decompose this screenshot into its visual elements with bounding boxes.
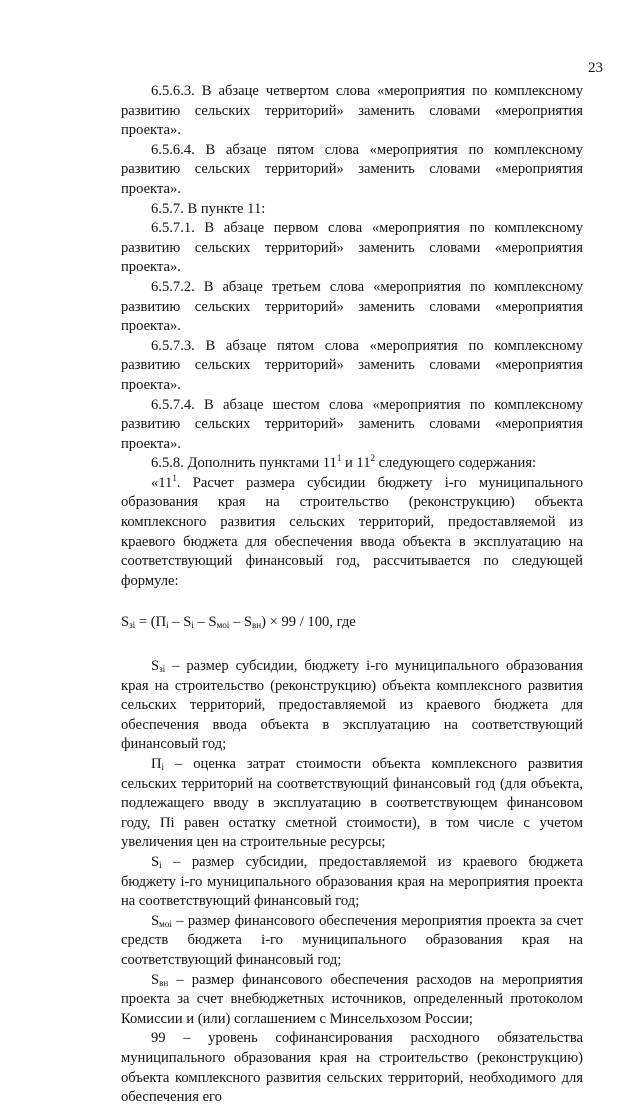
definition-99: 99 – уровень софинансирования расходного обязательства муниципального образования края на строительство (реконструкцию) объекта комплексного развития сельских территорий, необходимого для обеспечения его: [121, 1030, 583, 1106]
definition-s-moi: $S_{мoi}$ – размер финансового обеспечения мероприятия проекта за счет средств бюджета i-го муниципального образования края на соответствующий финансовый год;: [121, 912, 583, 968]
paragraph-6-5-7-3: 6.5.7.3. В абзаце пятом слова «мероприятия по комплексному развитию сельских территорий» заменить словами «мероприятия проекта».: [121, 337, 583, 393]
page-number: 23: [588, 60, 603, 76]
paragraph-6-5-7-4: 6.5.7.4. В абзаце шестом слова «мероприятия по комплексному развитию сельских территорий» заменить словами «мероприятия проекта».: [121, 396, 583, 452]
definition-p-i: $П_i$ – оценка затрат стоимости объекта комплексного развития сельских территорий на соответствующий финансовый год (для объекта, подлежащего вводу в эксплуатацию в соответствующем финансовом году, Пi равен остатку сметной стоимости), в том числе с учетом увеличения цен на строительные ресурсы;: [121, 756, 583, 851]
paragraph-6-5-6-3: 6.5.6.3. В абзаце четвертом слова «мероприятия по комплексному развитию сельских территорий» заменить словами «мероприятия проекта».: [121, 83, 583, 139]
paragraph-6-5-8: 6.5.8. Дополнить пунктами $11^1$ и $11^2$ следующего содержания:: [151, 453, 537, 472]
paragraph-6-5-6-4: 6.5.6.4. В абзаце пятом слова «мероприятия по комплексному развитию сельских территорий» заменить словами «мероприятия проекта».: [121, 141, 583, 197]
definition-s-zi: $S_{зi}$ – размер субсидии, бюджету i-го муниципального образования края на строительство (реконструкцию) объекта комплексного развития сельских территорий, предоставляемой из краевого бюджета для обеспечения ввода объекта в эксплуатацию на соответствующий финансовый год;: [121, 658, 583, 753]
paragraph-6-5-7-1: 6.5.7.1. В абзаце первом слова «мероприятия по комплексному развитию сельских территорий» заменить словами «мероприятия проекта».: [121, 220, 583, 276]
paragraph-6-5-7-2: 6.5.7.2. В абзаце третьем слова «мероприятия по комплексному развитию сельских территорий» заменить словами «мероприятия проекта».: [121, 278, 583, 335]
definition-s-vn: $S_{вн}$ – размер финансового обеспечения расходов на мероприятия проекта за счет внебюджетных источников, определенный протоколом Комиссии и (или) соглашением с Минсельхозом России;: [121, 971, 583, 1027]
definition-s-i: $S_i$ – размер субсидии, предоставляемой из краевого бюджета бюджету i-го муниципального образования края на мероприятия проекта на соответствующий финансовый год;: [121, 853, 583, 910]
paragraph-6-5-7: 6.5.7. В пункте 11:: [151, 200, 266, 217]
subsidy-formula: $S_{зi} = (П_i - S_i - S_{мoi} - S_{вн}) \times 99 / 100$, где: [121, 614, 356, 631]
paragraph-11-1: «$11^1$. Расчет размера субсидии бюджету i-го муниципального образования края на строительство (реконструкцию) объекта комплексного развития сельских территорий, предоставляемой из краевого бюджета для обеспечения ввода объекта в эксплуатацию на соответствующий финансовый год, рассчитывается по следующей формуле:: [121, 472, 583, 589]
document-body: [121, 82, 583, 1108]
